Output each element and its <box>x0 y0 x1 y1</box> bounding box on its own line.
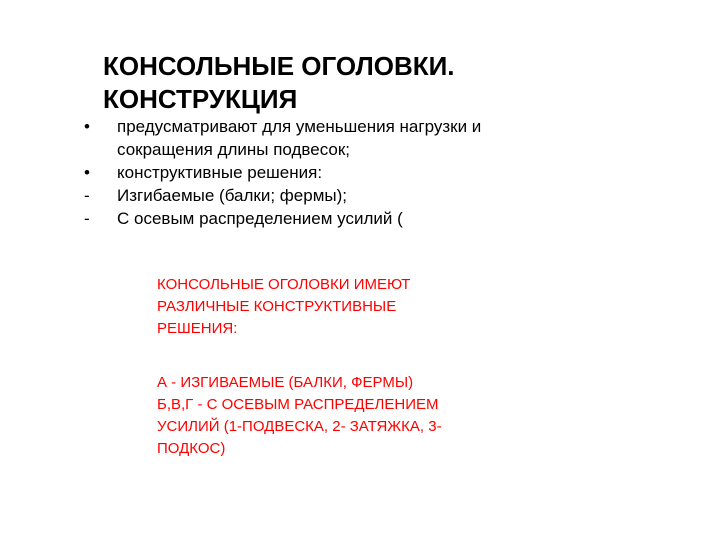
dash-marker: - <box>84 209 90 228</box>
slide-title-line-1: КОНСОЛЬНЫЕ ОГОЛОВКИ. <box>103 51 455 81</box>
slide-title-line-2: КОНСТРУКЦИЯ <box>103 84 298 114</box>
bullet-text: сокращения длины подвесок; <box>117 140 351 159</box>
note-line: УСИЛИЙ (1-ПОДВЕСКА, 2- ЗАТЯЖКА, 3- <box>157 418 442 435</box>
bullet-marker: • <box>84 117 90 136</box>
bullet-text: конструктивные решения: <box>117 163 323 182</box>
note-line: А - ИЗГИВАЕМЫЕ (БАЛКИ, ФЕРМЫ) <box>157 374 414 391</box>
red-note <box>157 274 517 460</box>
bullet-text: Изгибаемые (балки; фермы); <box>117 186 347 205</box>
slide-title <box>103 50 663 116</box>
note-line: РАЗЛИЧНЫЕ КОНСТРУКТИВНЫЕ <box>157 298 397 315</box>
bullet-text: С осевым распределением усилий ( <box>117 209 403 228</box>
bullet-marker: • <box>84 163 90 182</box>
note-line: ПОДКОС) <box>157 440 226 457</box>
bullet-item <box>84 115 644 138</box>
note-line: РЕШЕНИЯ: <box>157 320 238 337</box>
bullet-item <box>84 184 644 207</box>
dash-marker: - <box>84 186 90 205</box>
note-line: КОНСОЛЬНЫЕ ОГОЛОВКИ ИМЕЮТ <box>157 276 411 293</box>
bullet-item <box>84 138 644 161</box>
bullet-item <box>84 207 644 230</box>
bullet-text: предусматривают для уменьшения нагрузки и <box>117 117 482 136</box>
bullet-item <box>84 161 644 184</box>
note-spacer <box>157 340 517 372</box>
bullet-list <box>84 115 644 230</box>
note-line: Б,В,Г - С ОСЕВЫМ РАСПРЕДЕЛЕНИЕМ <box>157 396 439 413</box>
